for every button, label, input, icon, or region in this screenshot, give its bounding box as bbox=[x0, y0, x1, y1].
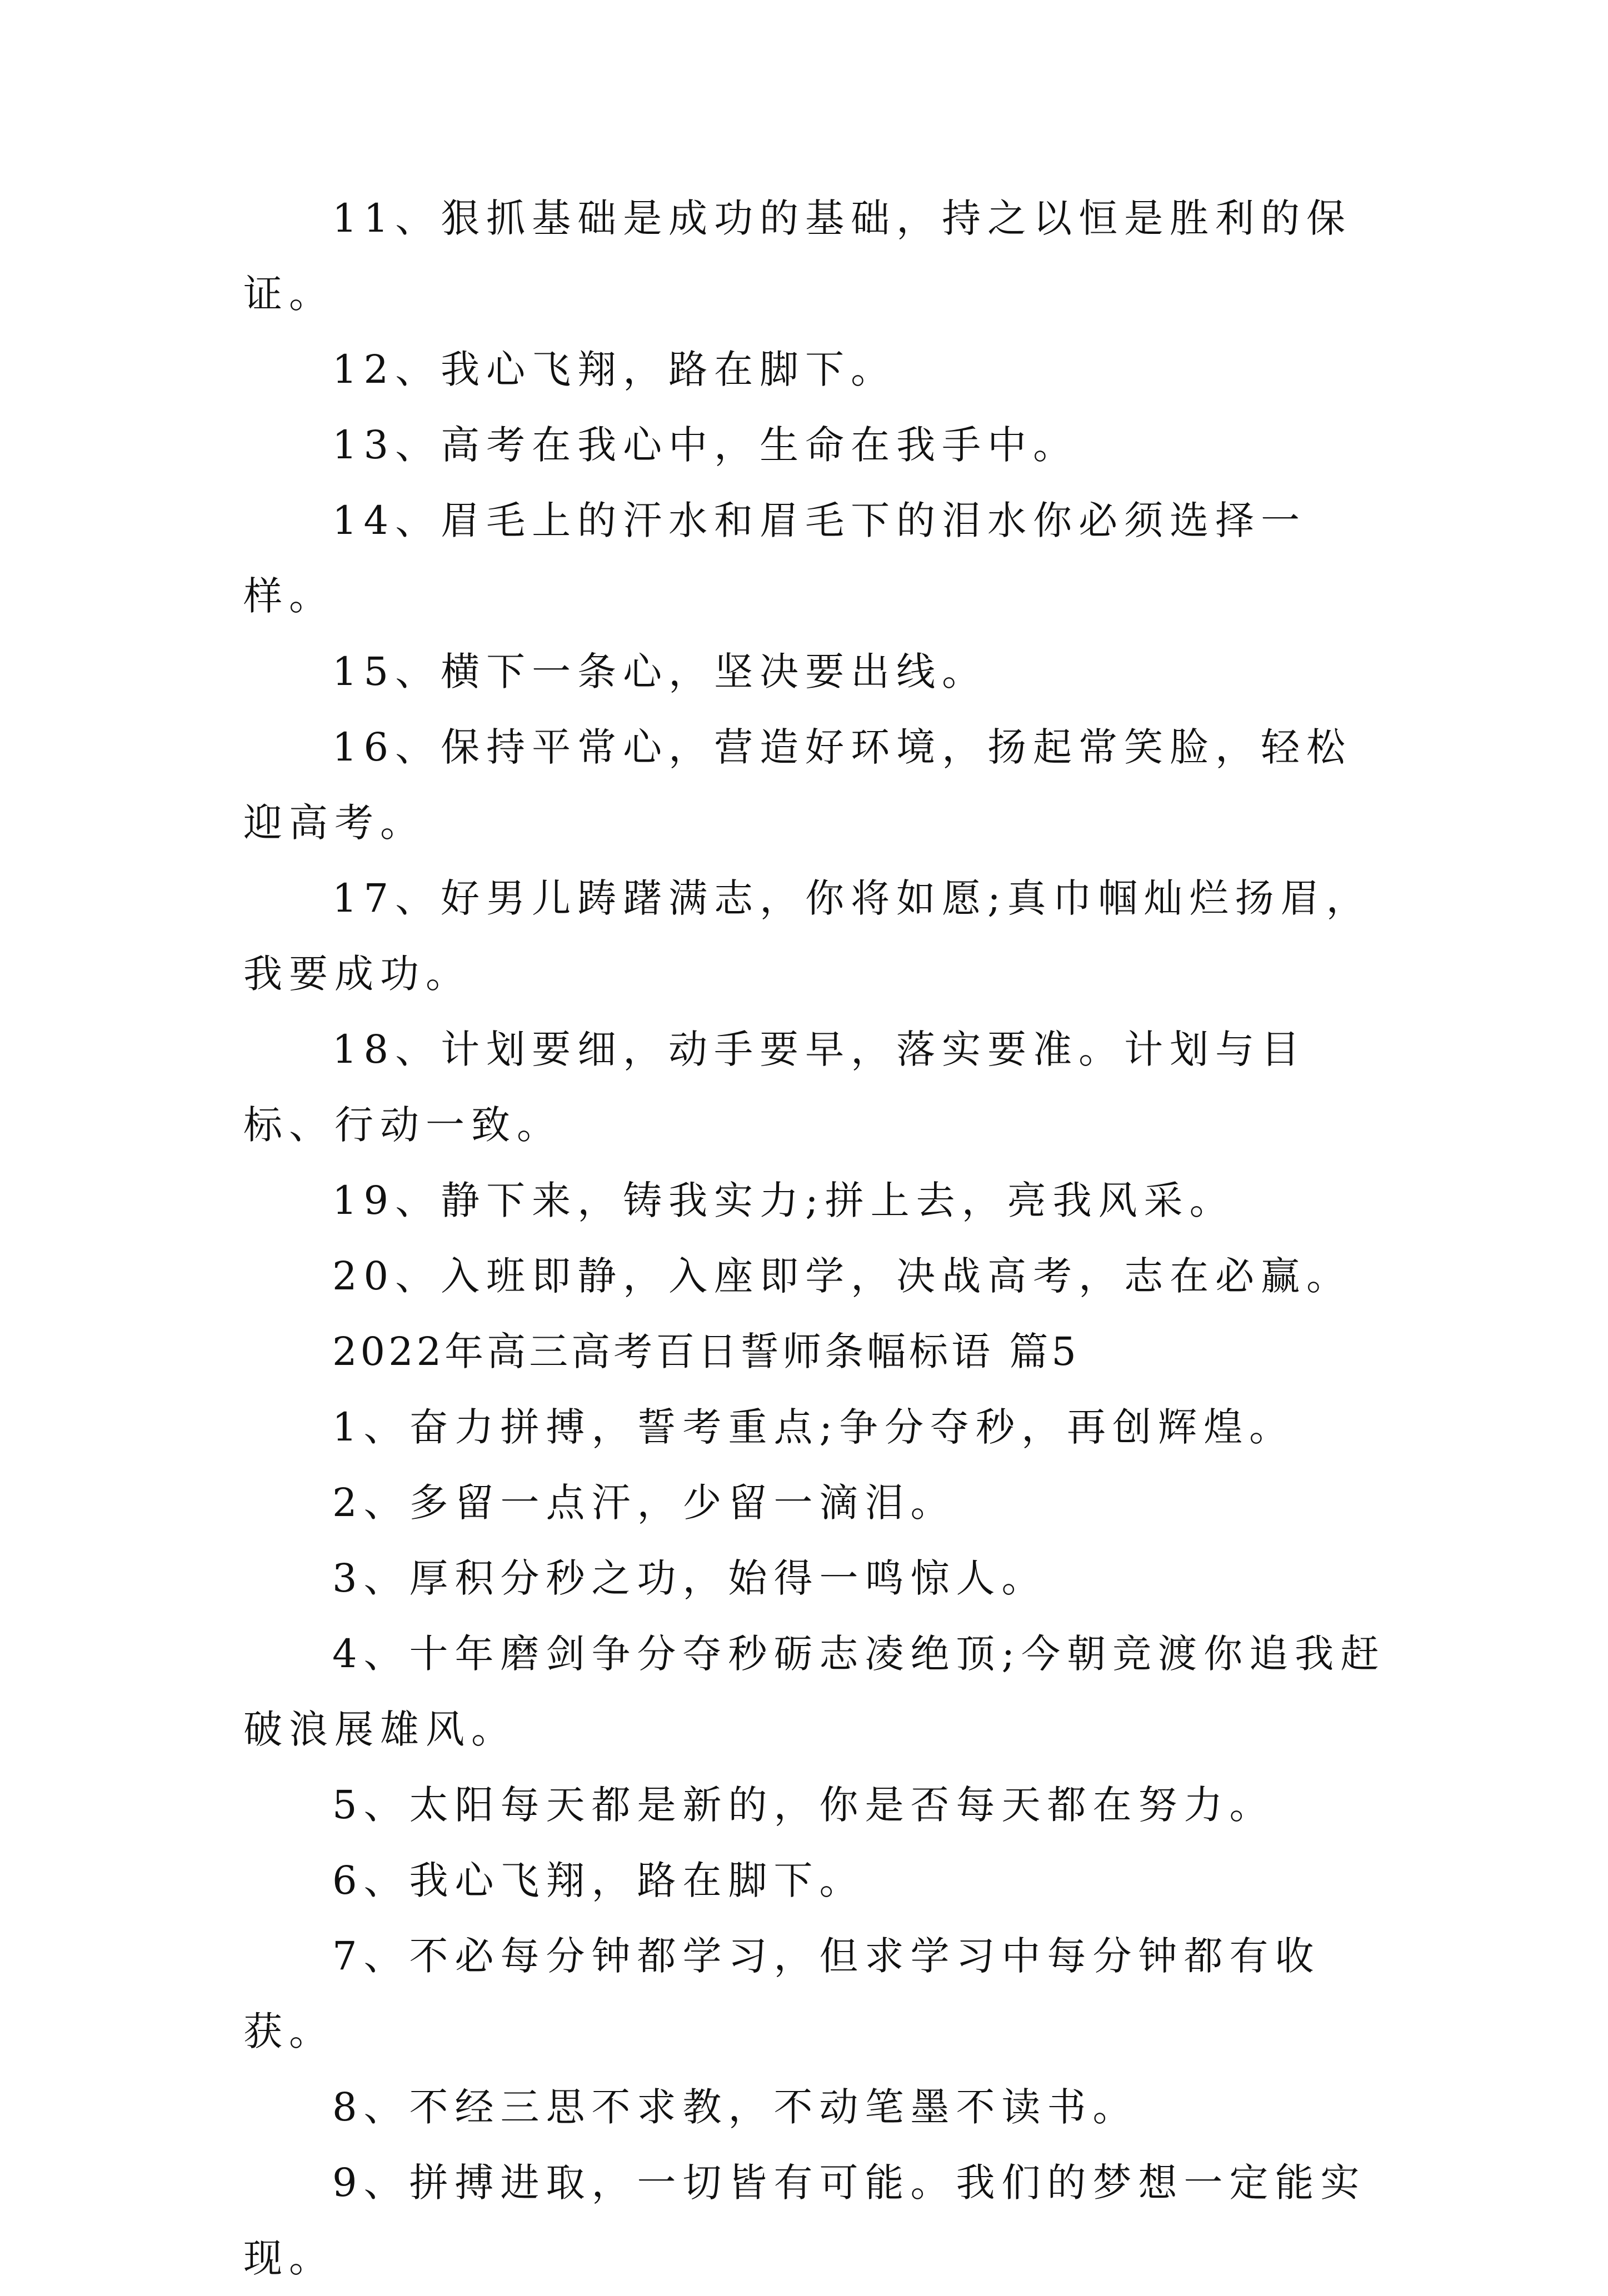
slogan-item-7: 7、不必每分钟都学习，但求学习中每分钟都有收获。 bbox=[243, 1933, 1321, 2054]
slogan-item-20: 20、入班即静，入座即学，决战高考，志在必赢。 bbox=[332, 1253, 1352, 1299]
slogan-item-12: 12、我心飞翔，路在脚下。 bbox=[332, 347, 897, 392]
slogan-item-1: 1、奋力拼搏，誓考重点;争分夺秒，再创辉煌。 bbox=[332, 1404, 1295, 1450]
section-heading: 2022年高三高考百日誓师条幅标语 篇5 bbox=[332, 1329, 1080, 1374]
slogan-item-18: 18、计划要细，动手要早，落实要准。计划与目标、行动一致。 bbox=[243, 1027, 1307, 1148]
slogan-item-8: 8、不经三思不求教，不动笔墨不读书。 bbox=[332, 2084, 1138, 2130]
slogan-item-2: 2、多留一点汗，少留一滴泪。 bbox=[332, 1480, 956, 1525]
slogan-item-15: 15、横下一条心，坚决要出线。 bbox=[332, 649, 988, 694]
slogan-item-6: 6、我心飞翔，路在脚下。 bbox=[332, 1858, 865, 1903]
slogan-item-3: 3、厚积分秒之功，始得一鸣惊人。 bbox=[332, 1555, 1047, 1601]
slogan-item-5: 5、太阳每天都是新的，你是否每天都在努力。 bbox=[332, 1782, 1275, 1828]
slogan-item-19: 19、静下来，铸我实力;拼上去，亮我风采。 bbox=[332, 1178, 1235, 1223]
slogan-item-11: 11、狠抓基础是成功的基础，持之以恒是胜利的保证。 bbox=[243, 196, 1352, 317]
slogan-item-17: 17、好男儿踌躇满志，你将如愿;真巾帼灿烂扬眉，我要成功。 bbox=[243, 876, 1372, 997]
slogan-item-4: 4、十年磨剑争分夺秒砺志凌绝顶;今朝竞渡你追我赶破浪展雄风。 bbox=[243, 1631, 1386, 1752]
slogan-item-13: 13、高考在我心中，生命在我手中。 bbox=[332, 422, 1079, 468]
slogan-item-14: 14、眉毛上的汗水和眉毛下的泪水你必须选择一样。 bbox=[243, 498, 1307, 619]
slogan-item-9: 9、拼搏进取，一切皆有可能。我们的梦想一定能实现。 bbox=[243, 2160, 1366, 2281]
slogan-item-16: 16、保持平常心，营造好环境，扬起常笑脸，轻松迎高考。 bbox=[243, 724, 1352, 846]
document-body bbox=[243, 181, 1388, 2296]
